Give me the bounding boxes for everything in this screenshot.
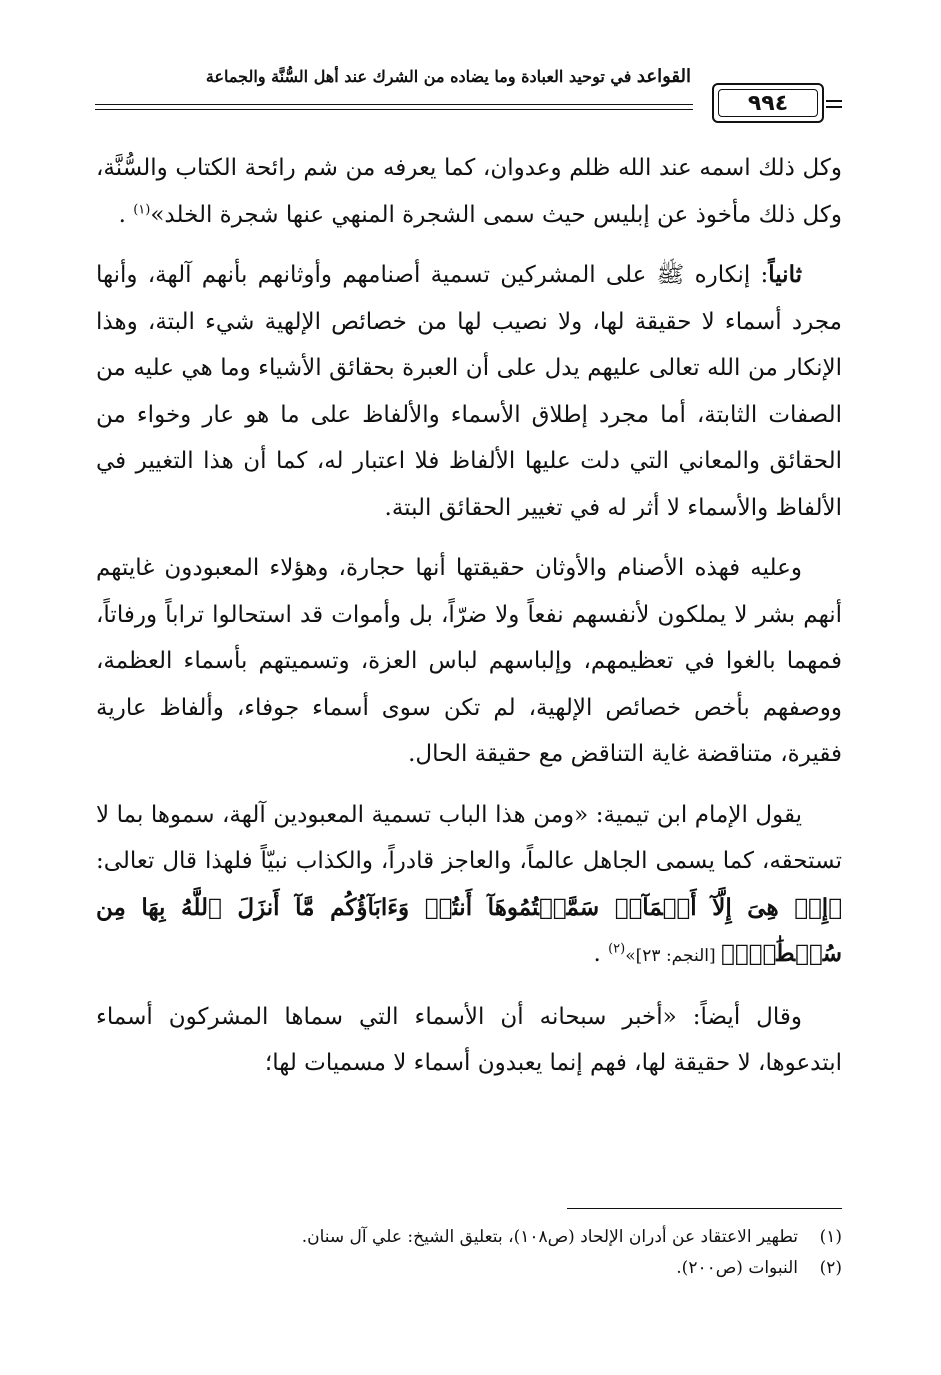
paragraph (96, 994, 842, 1087)
header-rule (95, 104, 693, 105)
footnote-separator (567, 1208, 842, 1209)
footnote-number: (٢) (819, 1258, 842, 1278)
footnote (96, 1253, 842, 1284)
header-rule (95, 109, 693, 110)
footnote-reference[interactable]: (١) (133, 201, 151, 217)
footnote-text: النبوات (ص٢٠٠). (676, 1258, 798, 1278)
footnote-reference[interactable]: (٢) (608, 941, 626, 957)
body-text (96, 145, 842, 1101)
header-title: في توحيد العبادة وما يضاده من الشرك عند أهل السُّنَّة والجماعة (205, 67, 637, 86)
paragraph (96, 145, 842, 238)
header-rule (826, 100, 842, 102)
header-rule (826, 106, 842, 108)
paragraph-text: وقال أيضاً: «أخبر سبحانه أن الأسماء التي سماها المشركون أسماء ابتدعوها، لا حقيقة لها، فهم إنما يعبدون أسماء لا مسميات لها؛ (96, 1003, 842, 1076)
page-number (712, 83, 824, 123)
paragraph-text: وكل ذلك اسمه عند الله ظلم وعدوان، كما يعرفه من شم رائحة الكتاب والسُّنَّة، وكل ذلك مأخوذ عن إبليس حيث سمى الشجرة المنهي عنها شجرة الخلد» (96, 155, 842, 228)
paragraph-tail: . (593, 941, 601, 967)
paragraph (96, 792, 842, 980)
header-title-emphasis: القواعد (636, 66, 691, 87)
verse-reference: [النجم: ٢٣]» (625, 946, 722, 966)
quran-verse: ﴿إِنۡ هِىَ إِلَّآ أَسۡمَآءٞ سَمَّيۡتُمُوهَآ أَنتُمۡ وَءَابَآؤُكُم مَّآ أَنزَلَ ٱللَّهُ بِهَا مِن سُلۡطَٰنٍۚ﴾ (96, 893, 842, 967)
paragraph-text: وعليه فهذه الأصنام والأوثان حقيقتها أنها حجارة، وهؤلاء المعبودون غايتهم أنهم بشر لا يملكون لأنفسهم نفعاً ولا ضرّاً، بل وأموات قد استحالوا تراباً ورفاتاً، فمهما بالغوا في تعظيمهم، وإلباسهم لباس العزة، وتسميتهم بأسماء العظمة، ووصفهم بأخص خصائص الإلهية، لم تكن سوى أسماء جوفاء، وألفاظ عارية فقيرة، متناقضة غاية التناقض مع حقيقة الحال. (96, 555, 842, 767)
footnote-number: (١) (819, 1227, 842, 1247)
paragraph-lead: ثانياً (768, 261, 802, 288)
paragraph-tail: . (118, 201, 126, 228)
footnotes (96, 1222, 842, 1284)
paragraph (96, 252, 842, 531)
paragraph-text: : إنكاره ﷺ على المشركين تسمية أصنامهم وأوثانهم بأنهم آلهة، وأنها مجرد أسماء لا حقيقة لها، ولا نصيب لها من خصائص الإلهية شيء البتة، وهذا الإنكار من الله تعالى عليهم يدل على أن العبرة بحقائق الأشياء وما هي عليه من الصفات الثابتة، أما مجرد إطلاق الأسماء والألفاظ على ما هو عار وخواء من الحقائق والمعاني التي دلت عليها الألفاظ فلا اعتبار له، كما أن هذا التغيير في الألفاظ والأسماء لا أثر له في تغيير الحقائق البتة. (96, 262, 842, 521)
footnote-text: تطهير الاعتقاد عن أدران الإلحاد (ص١٠٨)، بتعليق الشيخ: علي آل سنان. (301, 1227, 798, 1247)
page-number-text: ٩٩٤ (747, 90, 789, 116)
paragraph-text: يقول الإمام ابن تيمية: «ومن هذا الباب تسمية المعبودين آلهة، سموها بما لا تستحقه، كما يسمى الجاهل عالماً، والعاجز قادراً، والكذاب نبيّاً فلهذا قال تعالى: (96, 801, 842, 874)
paragraph (96, 545, 842, 778)
running-header (91, 66, 691, 87)
footnote (96, 1222, 842, 1253)
